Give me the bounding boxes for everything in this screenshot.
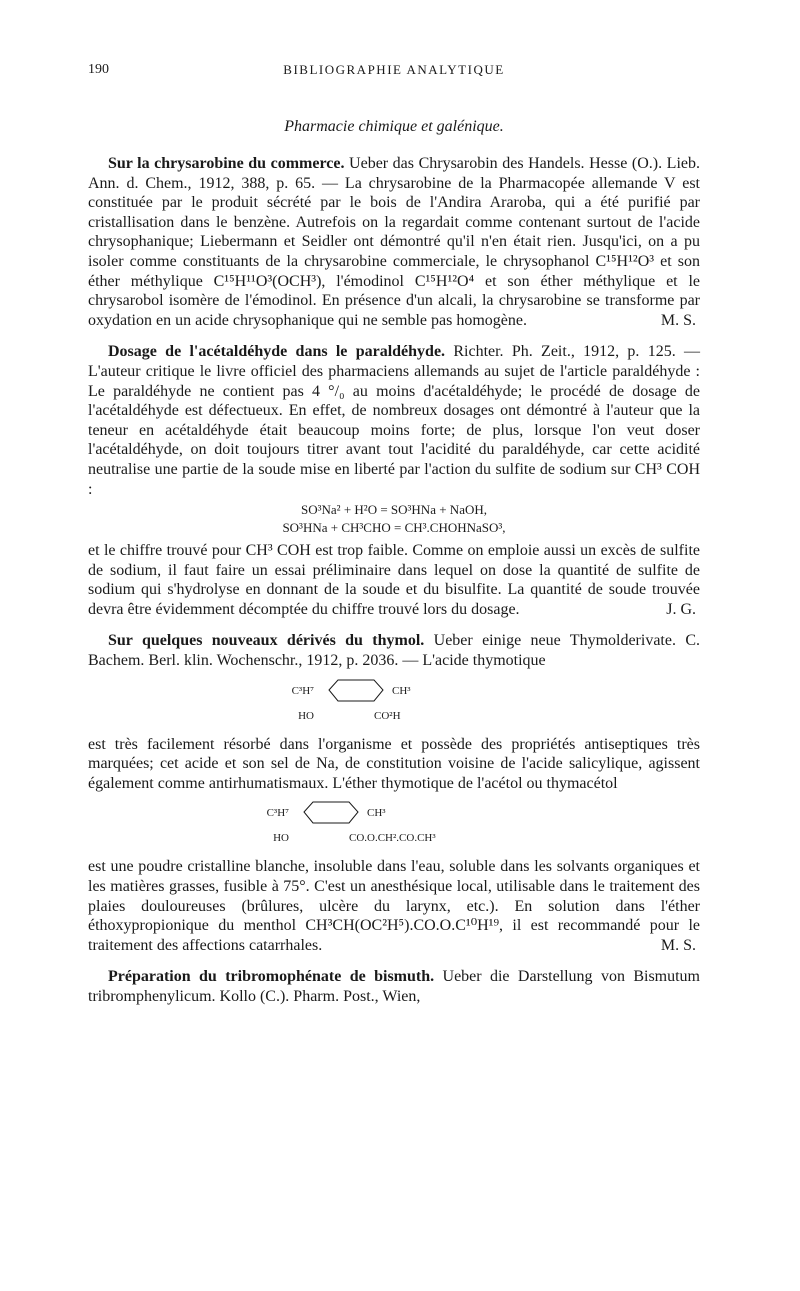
- article-body-text: Ueber einige neue Thymolderivate. C. Bachem. Berl. klin. Wochenschr., 1912, p. 2036. — L'acide thymotique: [88, 632, 701, 670]
- article-title: Préparation du tribromophénate de bismuth.: [108, 968, 435, 986]
- formula-label: C³H⁷: [266, 807, 289, 820]
- article-body-continued: [88, 735, 700, 794]
- benzene-ring: [304, 802, 358, 823]
- running-title: BIBLIOGRAPHIE ANALYTIQUE: [283, 62, 505, 77]
- thymotic-acid-structure: [274, 677, 514, 727]
- formula-label: CO.O.CH².CO.CH³: [349, 832, 436, 845]
- article-body: Ueber das Chrysarobin des Handels. Hesse (O.). Lieb. Ann. d. Chem., 1912, 388, p. 65. — La chrysarobine de la Pharmacopée allemande V est constituée par le produit sécrété par le bois de l'Andira Araroba, qui a été purifié par cristallisation dans le benzène. Autrefois on la regardait comme contenant surtout de l'acide chrysophanique; Liebermann et Seidler ont démontré qu'il n'en était rien. Jusqu'ici, on a pu isoler comme constituants de la chrysarobine commerciale, le chrysophanol C¹⁵H¹²O³ et son éther méthylique C¹⁵H¹¹O³(OCH³), l'émodinol C¹⁵H¹²O⁴ et son éther méthylique et le chrysarobol isomère de l'émodinol. En présence d'un alcali, la chrysarobine se transforme par oxydation en un acide chrysophanique qui ne semble pas homogène.: [88, 155, 700, 329]
- article-body-text: Richter. Ph. Zeit., 1912, p. 125. — L'auteur critique le livre officiel des pharmaciens allemands au sujet de l'article paraldéhyde : Le paraldéhyde ne contient pas 4 °/₀ au moins d'acétaldéhyde; le procédé de dosage de l'acétaldéhyde est défectueux. En effet, de nombreux dosages ont démontré à l'auteur que la teneur en acétaldéhyde était beaucoup moins forte; de plus, lorsque l'on veut doser l'acétaldéhyde, on doit toujours titrer avant tout l'acidité du paraldéhyde, car cette acidité neutralise une partie de la soude mise en liberté par l'action du sulfite de sodium sur CH³ COH :: [88, 343, 700, 498]
- equation: SO³Na² + H²O = SO³HNa + NaOH,: [301, 502, 487, 518]
- article-signature: M. S.: [660, 311, 696, 329]
- thymacetol-structure: [249, 799, 539, 849]
- section-title: Pharmacie chimique et galénique.: [284, 118, 504, 135]
- formula-label: HO: [273, 832, 289, 845]
- article-body: [88, 342, 700, 499]
- article-thymol: [88, 631, 700, 955]
- formula-label: HO: [298, 709, 314, 722]
- equation-block: [88, 501, 700, 537]
- article-title: Dosage de l'acétaldéhyde dans le paraldéhyde.: [108, 343, 446, 361]
- article-signature: M. S.: [660, 936, 696, 954]
- article-body-text: est très facilement résorbé dans l'organisme et possède des propriétés antiseptiques très marquées; cet acide et son sel de Na, de constitution voisine de l'acide salicylique, agissent également comme antirhumatismaux. L'éther thymotique de l'acétol ou thymacétol: [88, 735, 700, 792]
- article-body-text: est une poudre cristalline blanche, insoluble dans l'eau, soluble dans les solvants organiques et les matières grasses, fusible à 75°. C'est un anesthésique local, utilisable dans le traitement des plaies douloureuses (brûlures, ulcère du larynx, etc.). En solution dans l'éther éthoxypropionique du menthol CH³CH(OC²H⁵).CO.O.C¹⁰H¹⁹, il est recommandé pour le traitement des affections catarrhales.: [88, 858, 700, 954]
- formula-label: CH³: [367, 807, 386, 820]
- article-chrysarobine: [88, 154, 700, 330]
- running-head: [88, 62, 700, 88]
- article-title: Sur la chrysarobine du commerce.: [108, 155, 345, 172]
- article-body-text: Ueber die Darstellung von Bismutum tribromphenylicum. Kollo (C.). Pharm. Post., Wien,: [88, 968, 701, 1005]
- article-bismuth: [88, 967, 700, 1006]
- article-body-text: et le chiffre trouvé pour CH³ COH est trop faible. Comme on emploie aussi un excès de sulfite de sodium, il faut faire un essai préliminaire dans lequel on dose la quantité de sulfite de sodium qui s'hydrolyse en donnant de la soude et du bisulfite. La quantité de soude trouvée devra être évidemment décomptée du chiffre trouvé lors du dosage.: [88, 542, 700, 618]
- formula-label: CO²H: [374, 709, 401, 722]
- article-signature: J. G.: [666, 600, 696, 618]
- article-body-continued: [88, 857, 700, 955]
- formula-label: CH³: [392, 684, 411, 697]
- article-acetaldehyde: [88, 342, 700, 619]
- benzene-ring: [329, 680, 383, 701]
- equation: SO³HNa + CH³CHO = CH³.CHOHNaSO³,: [282, 520, 506, 536]
- formula-label: C³H⁷: [291, 684, 314, 697]
- article-body-continued: [88, 541, 700, 619]
- article-body: [88, 631, 700, 670]
- page: [88, 62, 700, 1019]
- article-title: Sur quelques nouveaux dérivés du thymol.: [108, 632, 425, 650]
- page-number: 190: [88, 62, 109, 77]
